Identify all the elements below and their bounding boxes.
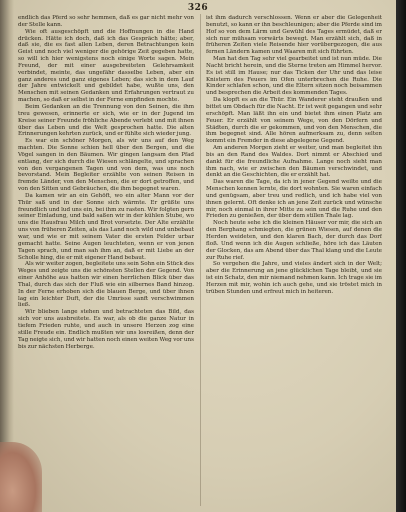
paragraph: Als wir weiter zogen, begleitete uns sein Sohn ein Stück des Weges und zeigte uns die schönsten Stellen der Gegend. Von einer Anhöhe aus hatten wir einen herrlichen Blick über das Thal, durch das sich der Fluß wie ein silbernes Band hinzog. In der Ferne erhoben sich die blauen Berge, und über ihnen lag ein leichter Duft, der die Umrisse sanft verschwimmen ließ.	[18, 261, 194, 309]
paragraph: Man hat den Tag sehr viel gearbeitet und ist nun müde. Die Nacht bricht herein, und die Sterne treten am Himmel hervor. Es ist still im Hause; nur das Ticken der Uhr und das leise Knistern des Feuers im Ofen unterbrechen die Ruhe. Die Kinder schlafen schon, und die Eltern sitzen noch beisammen und besprechen die Arbeit des kommenden Tages.	[206, 56, 382, 97]
page-binding-shadow	[0, 0, 14, 512]
column-divider	[200, 14, 201, 506]
right-text-column	[206, 15, 382, 507]
paragraph: So vergehen die Jahre, und vieles ändert sich in der Welt; aber die Erinnerung an jene glücklichen Tage bleibt, und sie ist ein Schatz, den mir niemand nehmen kann. Ich trage sie im Herzen mit mir, wohin ich auch gehe, und sie tröstet mich in trüben Stunden und erfreut mich in heiteren.	[206, 261, 382, 295]
paragraph: Am anderen Morgen zieht er weiter, und man begleitet ihn bis an den Rand des Waldes. Dort nimmt er Abschied und dankt für die freundliche Aufnahme. Lange noch sieht man ihm nach, wie er zwischen den Bäumen verschwindet, und denkt an die Geschichten, die er erzählt hat.	[206, 145, 382, 179]
paragraph: Noch heute sehe ich die kleinen Häuser vor mir, die sich an den Berghang schmiegten, die grünen Wiesen, auf denen die Herden weideten, und den klaren Bach, der durch das Dorf floß. Und wenn ich die Augen schließe, höre ich das Läuten der Glocken, das am Abend über das Thal klang und die Leute zur Ruhe rief.	[206, 220, 382, 261]
page-edge-shadow	[396, 0, 406, 512]
paragraph: Da kamen wir an ein Gehöft, wo ein alter Mann vor der Thür saß und in der Sonne sich wärmte. Er grüßte uns freundlich und lud uns ein, bei ihm zu rasten. Wir folgten gern seiner Einladung, und bald saßen wir in der kühlen Stube, wo uns die Hausfrau Milch und Brot vorsetzte. Der Alte erzählte uns von früheren Zeiten, als das Land noch wild und unbebaut war, und wie er mit seinem Vater die ersten Felder urbar gemacht hatte. Seine Augen leuchteten, wenn er von jenen Tagen sprach, und man sah ihm an, daß er mit Liebe an der Scholle hing, die er mit eigener Hand bebaut.	[18, 192, 194, 261]
paragraph: Da klopft es an die Thür. Ein Wanderer steht draußen und bittet um Obdach für die Nacht. Er ist weit gegangen und sehr erschöpft. Man läßt ihn ein und bietet ihm einen Platz am Feuer. Er erzählt von seinem Wege, von den Dörfern und Städten, durch die er gekommen, und von den Menschen, die ihm begegnet sind. Alle hören aufmerksam zu, denn selten kommt ein Fremder in diese abgelegene Gegend.	[206, 97, 382, 145]
paragraph: ist ihm dadurch verschlossen. Wenn er aber die Gelegenheit benutzt, so kann er ihn beschleunigen; aber die Pferde sind im Hof so von dem Lärm und Gewühl des Tages ermüdet, daß er sich nur mühsam vorwärts bewegt. Man erzählt sich, daß in früheren Zeiten viele Reisende hier vorübergezogen, die aus fernen Ländern kamen und Waaren mit sich führten.	[206, 15, 382, 56]
paragraph: Beim Gedanken an die Trennung von den Seinen, die ihm treu gewesen, erinnerte er sich, wie er in der Jugend im Kreise seiner Freunde fröhliche Abende verlebt und mit ihnen über das Leben und die Welt gesprochen hatte. Die alten Erinnerungen kehrten zurück, und er fühlte sich wieder jung.	[18, 103, 194, 138]
paragraph: Es war ein schöner Morgen, als wir uns auf den Weg machten. Die Sonne schien hell über den Bergen, und die Vögel sangen in den Bäumen. Wir gingen langsam den Pfad entlang, der sich durch die Wiesen schlängelte, und sprachen von den vergangenen Tagen und von dem, was uns noch bevorstand. Mein Begleiter erzählte von seinen Reisen in fremde Länder, von den Menschen, die er dort getroffen, und von den Sitten und Gebräuchen, die ihm begegnet waren.	[18, 138, 194, 193]
page-number: 326	[187, 3, 209, 13]
paragraph: Wir blieben lange stehen und betrachteten das Bild, das sich vor uns ausbreitete. Es war, als ob die ganze Natur in tiefem Frieden ruhte, und auch in unsere Herzen zog eine stille Freude ein. Endlich mußten wir uns losreißen, denn der Tag neigte sich, und wir hatten noch einen weiten Weg vor uns bis zur nächsten Herberge.	[18, 309, 194, 350]
paragraph: Das waren die Tage, da ich in jener Gegend weilte und die Menschen kennen lernte, die dort wohnten. Sie waren einfach und genügsam, aber treu und redlich, und ich habe viel von ihnen gelernt. Oft denke ich an jene Zeit zurück und wünsche mir, noch einmal in ihrer Mitte zu sein und die Ruhe und den Frieden zu genießen, der über dem stillen Thale lag.	[206, 179, 382, 220]
paragraph: endlich das Pferd so sehr hemmen, daß es gar nicht mehr von der Stelle kann.	[18, 15, 194, 28]
paragraph: Wie oft ausgeschöpft und die Hoffnungen in die Hand drücken. Hätte ich doch, daß ich das Gespräch hätte; aber, daß sie, die es fast allen Leben, deren Betrachtungen kein Geist und noch viel weniger die gehörige Zeit gegeben hatte, so will ich hier wenigstens noch einige Worte sagen. Mein Freund, der mit einer ausgebreiteten Gelehrsamkeit verbindet, meinte, das ungefähr dasselbe Leben, aber ein ganz anderes und ganz eigenes Leben; das sich in dem Lauf der Jahre entwickelt und gebildet habe, wußte uns, den Menschen mit seinen Gedanken und Erfahrungen vertraut zu machen, so daß er selbst in der Ferne empfinden mochte.	[18, 28, 194, 104]
left-text-column	[18, 15, 194, 507]
